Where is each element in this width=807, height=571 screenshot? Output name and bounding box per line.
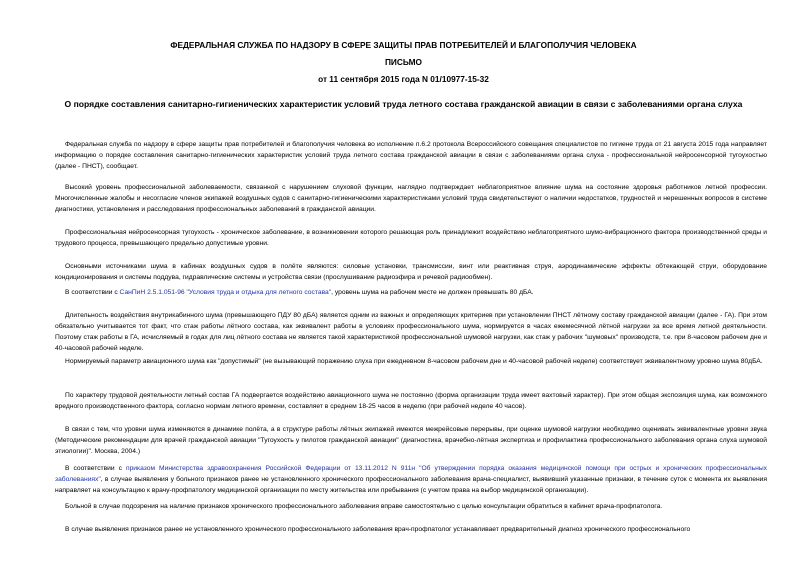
paragraph-6: Длительность воздействия внутрикабинного шума (превышающего ПДУ 80 дБА) является одним из важных и определяющих критериев при установлении ПНСТ лётному составу гражданской авиации (далее - ГА). При этом обязательно учитывается тот факт, что стаж работы лётного состава, как эквивалент работы в условиях профессионального шума, нормируется в часах ежемесячной лётной нагрузки за все время летной деятельности. Поэтому стаж работы в ГА, исчисляемый в годах для лиц лётного состава не является такой характеристикой профессиональной шумовой нагрузки, как стаж у рабочих "шумовых" производств, т.е. при 8-часовом рабочем дне и 40-часовой рабочей неделе.: [55, 312, 767, 352]
document-subject: О порядке составления санитарно-гигиенических характеристик условий труда летного состава гражданской авиации в связи с заболеваниями органа слуха: [64, 99, 743, 109]
paragraph-3: Профессиональная нейросенсорная тугоухость - хроническое заболевание, в возникновении которого решающая роль принадлежит воздействию неблагоприятного шумо-вибрационного фактора производственной среды и трудового процесса, превышающего предельно допустимые уровни.: [55, 229, 767, 247]
paragraph-5-text-before: В соответствии с: [65, 289, 120, 296]
paragraph-5: [55, 288, 767, 299]
paragraph-10-text-before: В соответствии с: [65, 465, 126, 472]
paragraph-10: [55, 464, 767, 497]
paragraph-1: Федеральная служба по надзору в сфере защиты прав потребителей и благополучия человека во исполнение п.6.2 протокола Всероссийского совещания специалистов по гигиене труда от 21 августа 2015 года направляет информацию о порядке составления санитарно-гигиенических характеристик условий труда летного состава гражданской авиации в связи с заболеваниями органа слуха - профессиональной нейросенсорной тугоухостью (далее - ПНСТ), сообщает.: [55, 141, 767, 170]
paragraph-10-text-after: , в случае выявления у больного признаков ранее не установленного хронического профессионального заболевания врача-специалист, выявивший указанные признаки, в течение суток с момента их выявления направляет на консультацию к врачу-профпатологу медицинской организации по месту жительства или пребывания (с учетом права на выбор медицинской организации).: [55, 475, 767, 494]
document-date-number: от 11 сентября 2015 года N 01/10977-15-32: [318, 74, 489, 84]
paragraph-9: В связи с тем, что уровни шума изменяются в динамике полёта, а в структуре работы лётных экипажей имеются межрейсовые перерывы, при оценке шумовой нагрузки необходимо оценивать эквивалентные уровни звука (Методические рекомендации для врачей гражданской авиации "Тугоухость у пилотов гражданской авиации" (диагностика, врачебно-лётная экспертиза и профилактика профессионального заболевания органа слуха шумовой этиологии)". Москва, 2004.): [55, 426, 767, 455]
paragraph-7: Нормируемый параметр авиационного шума как "допустимый" (не вызывающий поражению слуха при ежедневном 8-часовом рабочем дне и 40-часовой рабочей неделе) соответствует эквивалентному уровню шума 80дБА.: [65, 358, 763, 365]
paragraph-4: Основными источниками шума в кабинах воздушных судов в полёте являются: силовые установки, трансмиссии, винт или реактивная струя, аэродинамические эффекты обтекающей струи, оборудование кондиционирования и системы поддува, гидравлические системы и устройства связи (прослушивание радиоэфира и речевой радиообмен).: [55, 263, 767, 281]
paragraph-8: По характеру трудовой деятельности летный состав ГА подвергается воздействию авиационного шума не постоянно (форма организации труда имеет вахтовый характер). При этом общая экспозиция шума, как возможного вредного производственного фактора, согласно нормам летного времени, составляет в среднем 18-25 часов в неделю (при рабочей неделе 40 часов).: [55, 392, 767, 410]
document-type: ПИСЬМО: [384, 57, 423, 67]
paragraph-11: Больной в случае подозрения на наличие признаков хронического профессионального заболевания вправе самостоятельно с целью консультации обратиться в кабинет врача-профпатолога.: [65, 503, 663, 510]
paragraph-2: Высокий уровень профессиональной заболеваемости, связанной с нарушением слуховой функции, наглядно подтверждает неблагоприятное влияние шума на состояние здоровья работников летной профессии. Многочисленные жалобы и несогласие членов экипажей воздушных судов с санитарно-гигиеническими характеристиками условий труда свидетельствуют о наличии недостатков, трудностей и нерешенных вопросов в системе диагностики, установления и расследования профессиональных заболеваний в гражданской авиации.: [55, 184, 767, 213]
paragraph-12: В случае выявления признаков ранее не установленного хронического профессионального заболевания врач-профпатолог устанавливает предварительный диагноз хронического профессионального: [65, 526, 691, 533]
ministry-order-link[interactable]: приказом Министерства здравоохранения Российской Федерации от 13.11.2012 N 911н "Об утверждении порядка оказания медицинской помощи при острых и хронических профессиональных заболеваниях": [55, 465, 767, 483]
sanpin-link[interactable]: СанПиН 2.5.1.051-96 "Условия труда и отдыха для летного состава": [119, 289, 332, 296]
agency-heading: ФЕДЕРАЛЬНАЯ СЛУЖБА ПО НАДЗОРУ В СФЕРЕ ЗАЩИТЫ ПРАВ ПОТРЕБИТЕЛЕЙ И БЛАГОПОЛУЧИЯ ЧЕЛОВЕКА: [170, 40, 637, 50]
paragraph-5-text-after: , уровень шума на рабочем месте не должен превышать 80 дБА.: [331, 289, 534, 296]
